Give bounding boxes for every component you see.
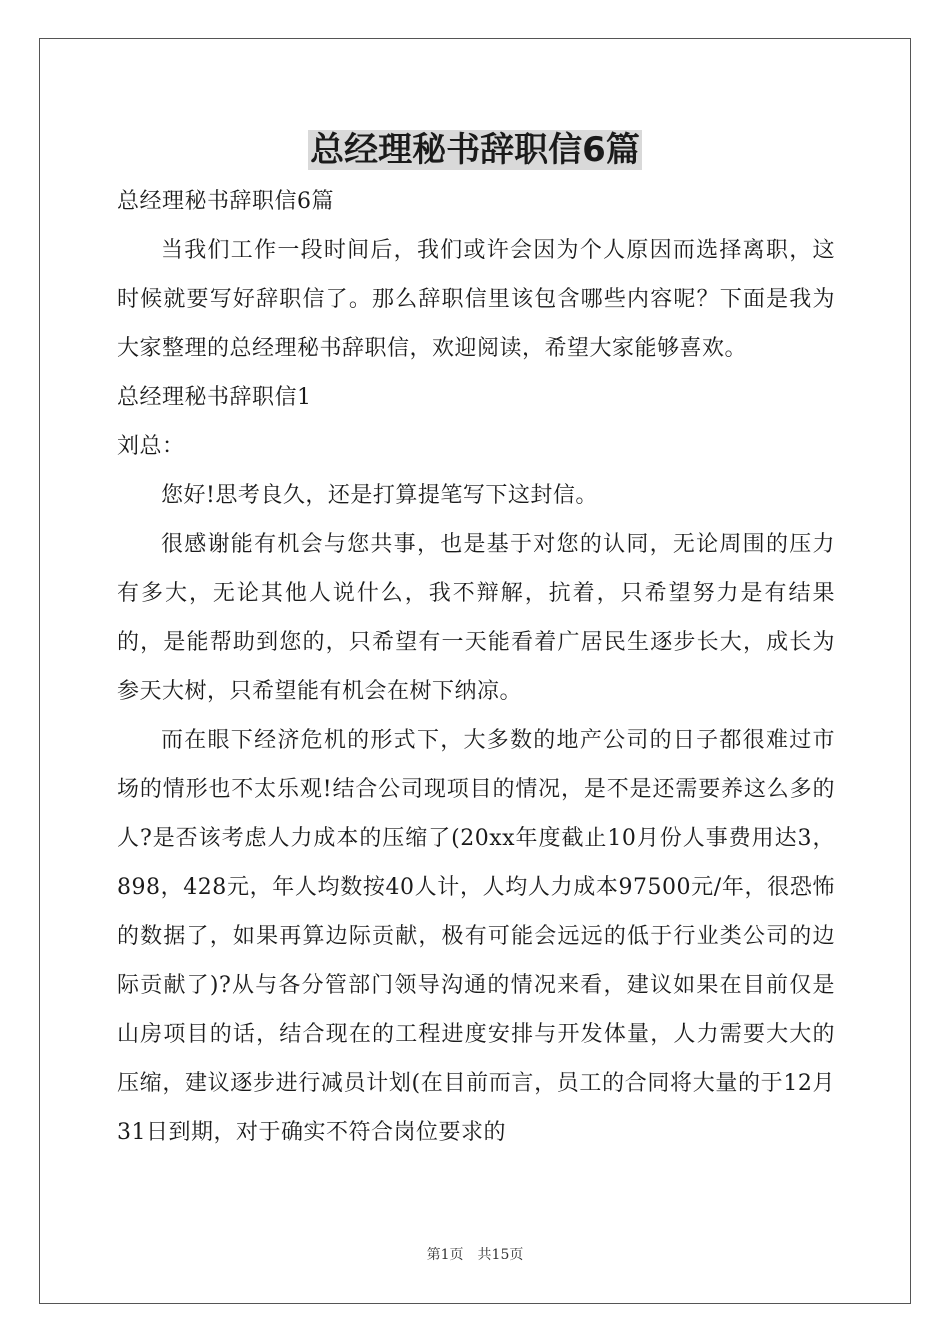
paragraph: 总经理秘书辞职信6篇 [117, 189, 334, 214]
paragraph: 而在眼下经济危机的形式下，大多数的地产公司的日子都很难过市场的情形也不太乐观!结合公司现项目的情况，是不是还需要养这么多的人?是否该考虑人力成本的压缩了(20xx年度截止10月份人事费用达3，898，428元，年人均数按40人计，人均人力成本97500元/年，很恐怖的数据了，如果再算边际贡献，极有可能会远远的低于行业类公司的边际贡献了)?从与各分管部门领导沟通的情况来看，建议如果在目前仅是山房项目的话，结合现在的工程进度安排与开发体量，人力需要大大的压缩，建议逐步进行减员计划(在目前而言，员工的合同将大量的于12月31日到期，对于确实不符合岗位要求的 [117, 728, 835, 1145]
document-title [0, 130, 950, 170]
paragraph: 当我们工作一段时间后，我们或许会因为个人原因而选择离职，这时候就要写好辞职信了。那么辞职信里该包含哪些内容呢？下面是我为大家整理的总经理秘书辞职信，欢迎阅读，希望大家能够喜欢。 [117, 238, 835, 361]
document-title-text: 总经理秘书辞职信6篇 [310, 130, 640, 170]
paragraph: 刘总： [117, 434, 185, 459]
page-number: 第1页 共15页 [426, 1247, 524, 1263]
paragraph: 您好!思考良久，还是打算提笔写下这封信。 [161, 483, 598, 508]
page-footer [0, 1245, 950, 1265]
paragraph: 总经理秘书辞职信1 [117, 385, 312, 410]
paragraph: 很感谢能有机会与您共事，也是基于对您的认同，无论周围的压力有多大，无论其他人说什么，我不辩解，抗着，只希望努力是有结果的，是能帮助到您的，只希望有一天能看着广居民生逐步长大，成长为参天大树，只希望能有机会在树下纳凉。 [117, 532, 835, 704]
document-body [117, 177, 835, 1157]
